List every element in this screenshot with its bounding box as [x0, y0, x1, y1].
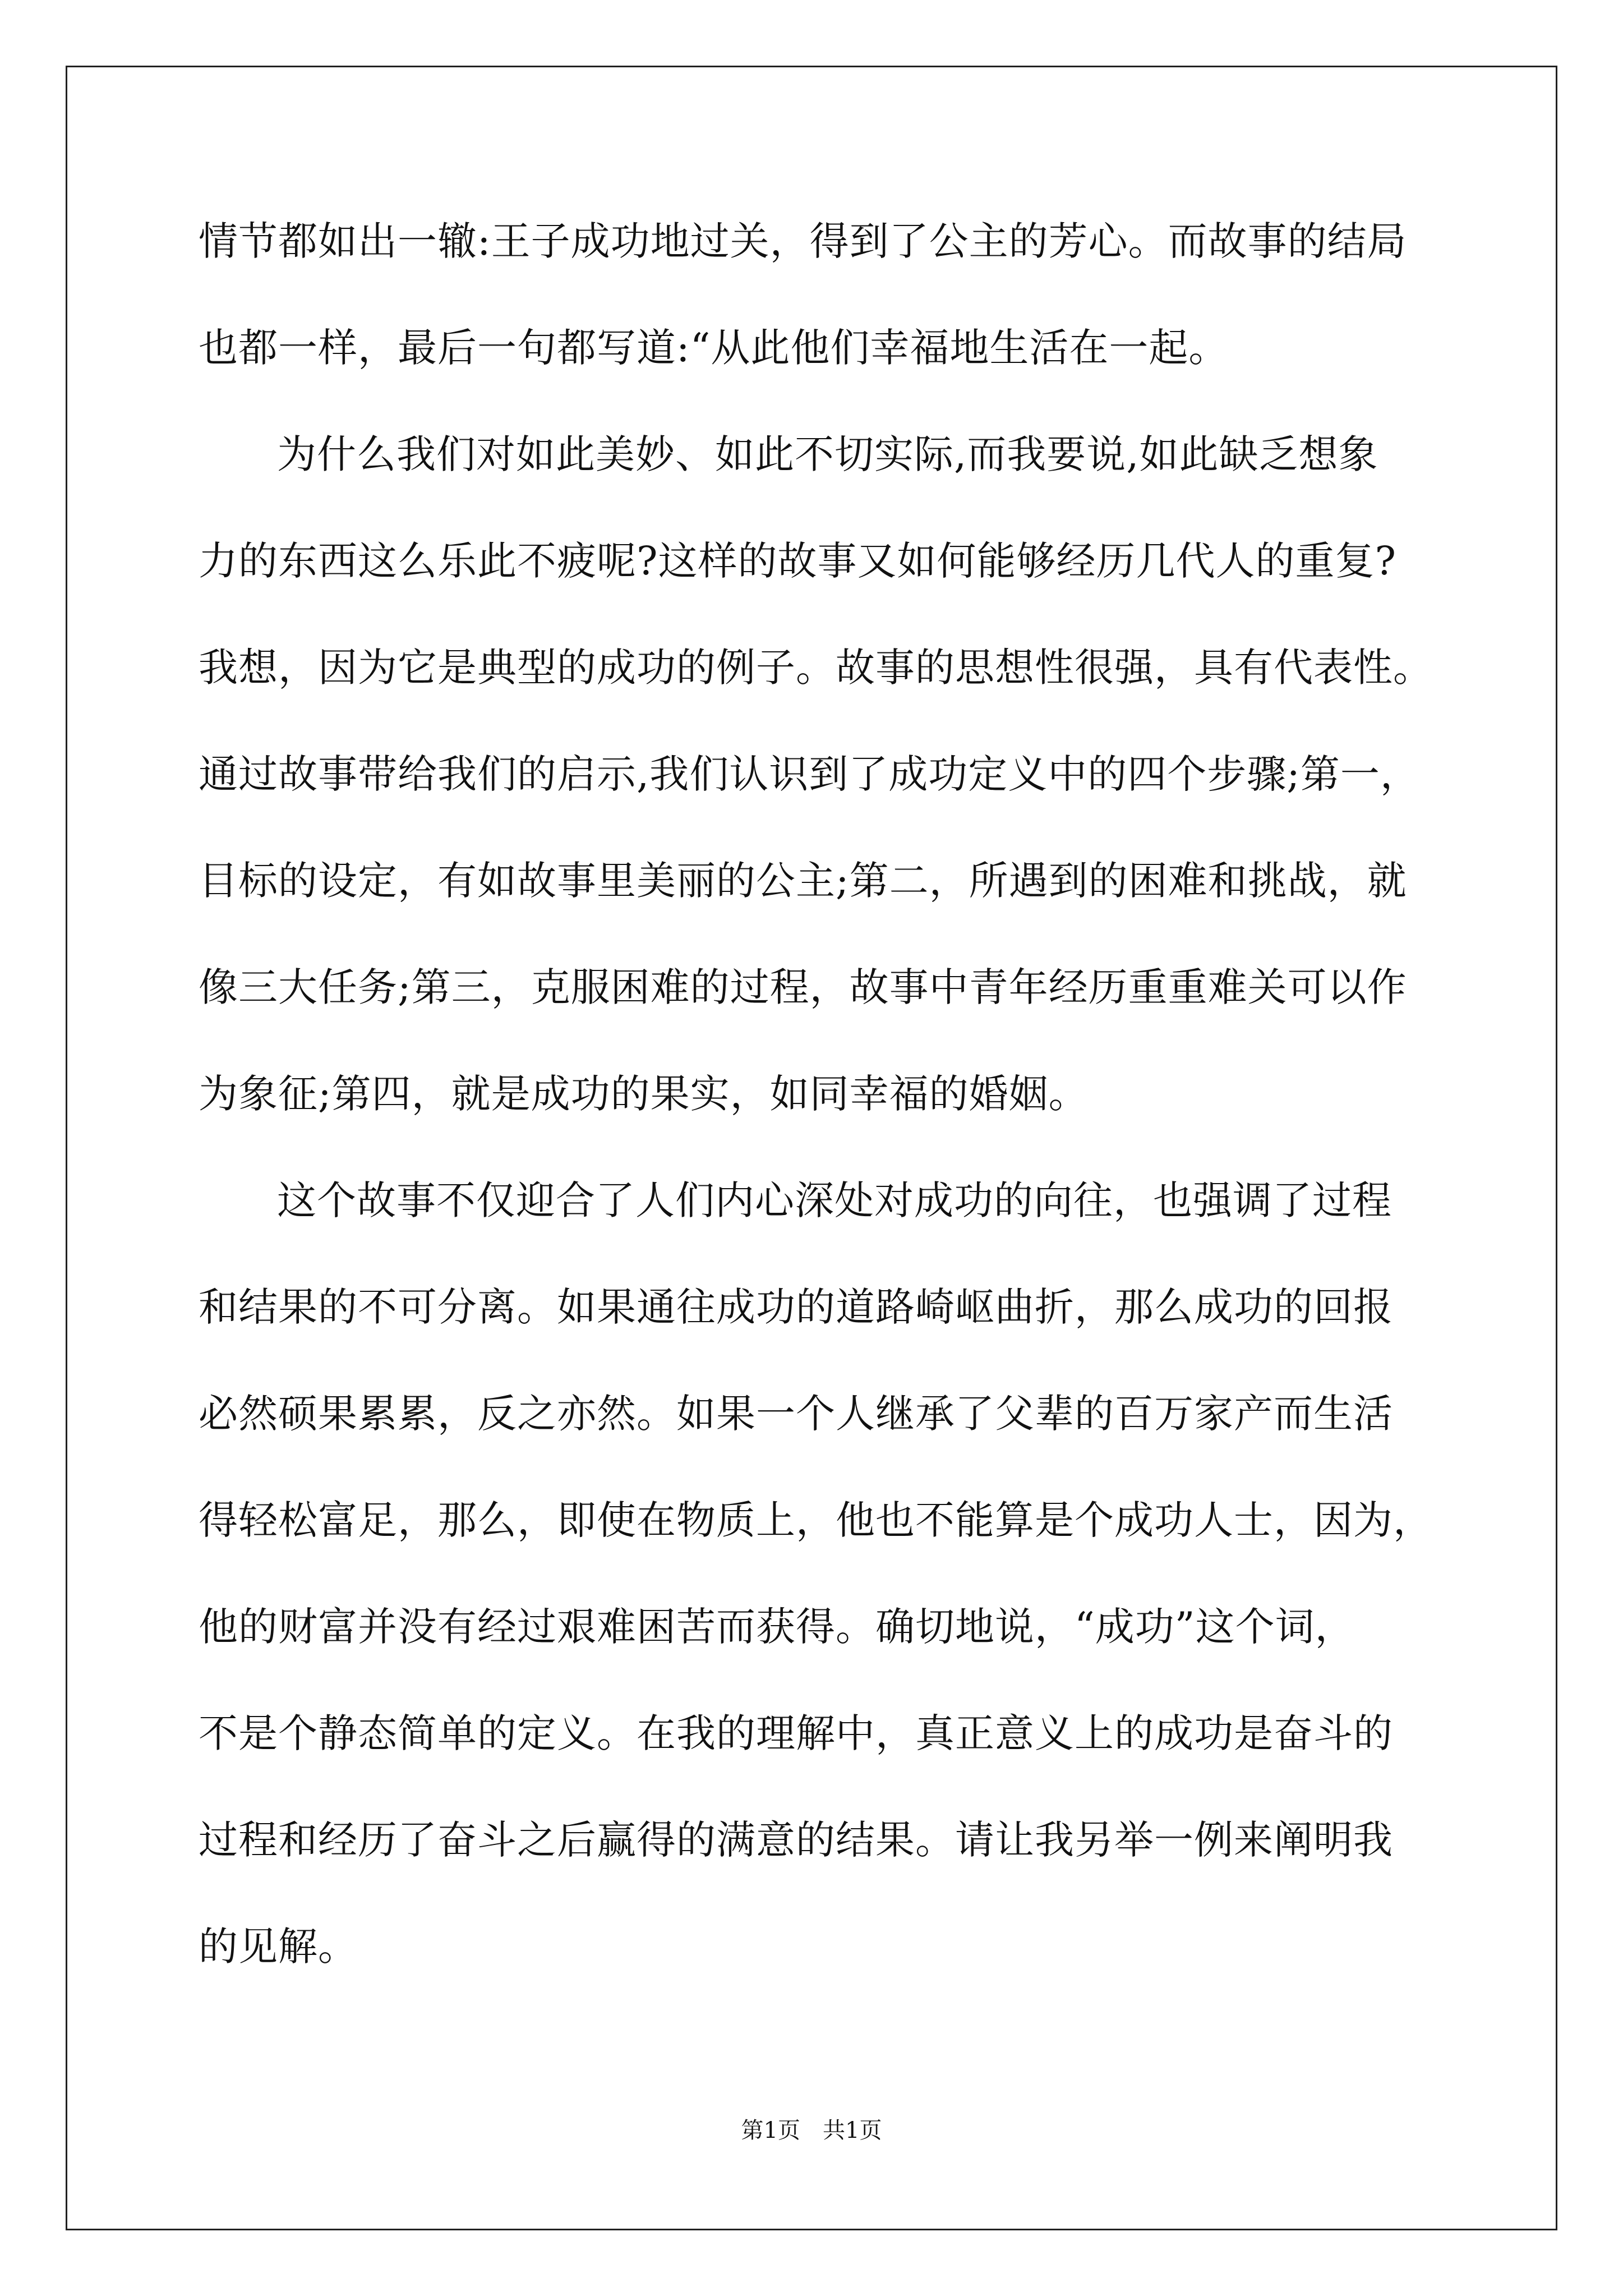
- text-line: 力的东西这么乐此不疲呢?这样的故事又如何能够经历几代人的重复?: [199, 538, 1397, 584]
- text-line: 通过故事带给我们的启示,我们认识到了成功定义中的四个步骤;第一，: [199, 751, 1420, 797]
- text-line: 和结果的不可分离。如果通往成功的道路崎岖曲折，那么成功的回报: [199, 1284, 1393, 1330]
- text-line: 也都一样，最后一句都写道:“从此他们幸福地生活在一起。: [199, 325, 1229, 371]
- text-line: 为象征;第四，就是成功的果实，如同幸福的婚姻。: [199, 1071, 1089, 1117]
- paragraph-start-line: 这个故事不仅迎合了人们内心深处对成功的向往，也强调了过程: [277, 1177, 1392, 1223]
- text-line: 过程和经历了奋斗之后赢得的满意的结果。请让我另举一例来阐明我: [199, 1817, 1393, 1863]
- text-line: 我想，因为它是典型的成功的例子。故事的思想性很强，具有代表性。: [199, 645, 1433, 691]
- text-line: 像三大任务;第三，克服困难的过程，故事中青年经历重重难关可以作: [199, 964, 1407, 1010]
- paragraph-start-line: 为什么我们对如此美妙、如此不切实际,而我要说,如此缺乏想象: [277, 431, 1378, 477]
- text-line: 得轻松富足，那么，即使在物质上，他也不能算是个成功人士，因为，: [199, 1497, 1433, 1543]
- text-line: 的见解。: [199, 1924, 358, 1970]
- text-line: 不是个静态简单的定义。在我的理解中，真正意义上的成功是奋斗的: [199, 1710, 1393, 1756]
- page-number-footer: 第1页 共1页: [741, 2118, 882, 2143]
- text-line: 目标的设定，有如故事里美丽的公主;第二，所遇到的困难和挑战，就: [199, 858, 1407, 904]
- text-line: 情节都如出一辙:王子成功地过关，得到了公主的芳心。而故事的结局: [199, 218, 1407, 264]
- document-body: [199, 213, 1432, 2025]
- text-line: 必然硕果累累，反之亦然。如果一个人继承了父辈的百万家产而生活: [199, 1391, 1393, 1437]
- text-line: 他的财富并没有经过艰难困苦而获得。确切地说，“成功”这个词，: [199, 1604, 1355, 1650]
